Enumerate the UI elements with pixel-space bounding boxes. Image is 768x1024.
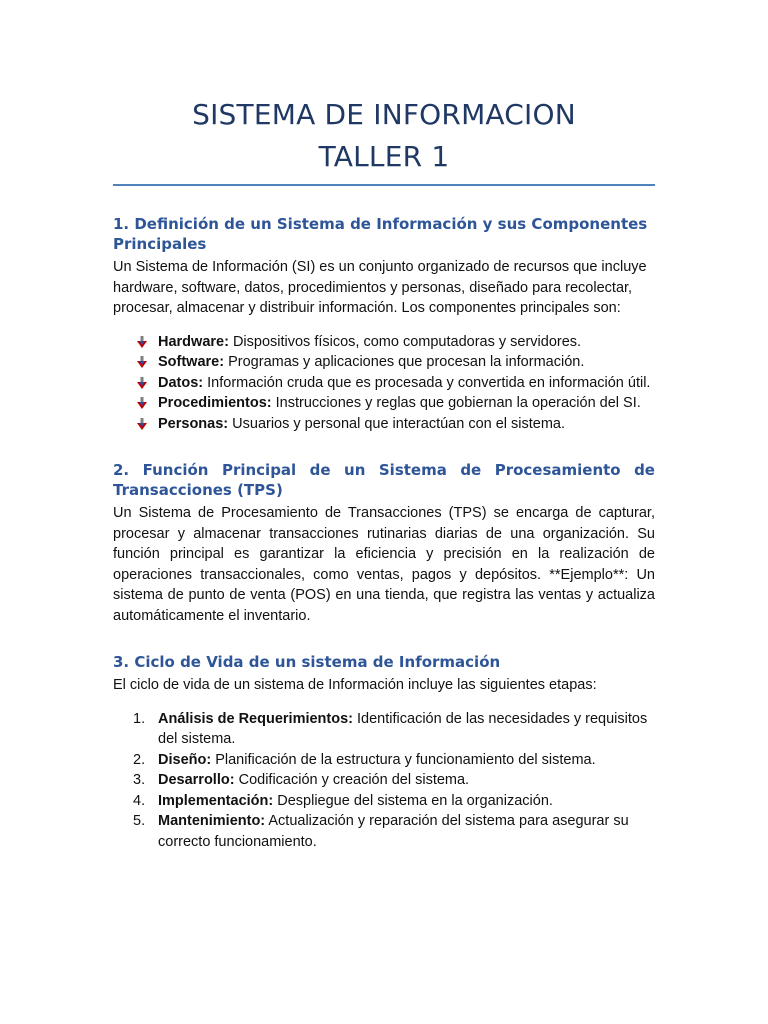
list-item: [113, 750, 655, 771]
section-3-intro: El ciclo de vida de un sistema de Información incluye las siguientes etapas:: [113, 677, 597, 693]
list-item: [113, 414, 655, 435]
item-term: Datos:: [158, 374, 204, 391]
list-item: [113, 352, 655, 373]
list-item: [113, 332, 655, 353]
step-term: Diseño:: [158, 751, 212, 768]
document-title: [113, 94, 655, 178]
arrow-down-icon: [137, 377, 147, 389]
step-number: 5.: [133, 813, 146, 829]
step-term: Análisis de Requerimientos:: [158, 710, 353, 727]
lifecycle-list: [113, 709, 655, 853]
arrow-down-icon: [137, 418, 147, 430]
section-2-heading: 2. Función Principal de un Sistema de Procesamiento de Transacciones (TPS): [113, 461, 655, 499]
step-text: Actualización y reparación del sistema para asegurar su correcto funcionamiento.: [158, 813, 629, 850]
item-text: Instrucciones y reglas que gobiernan la operación del SI.: [271, 395, 641, 411]
section-1-heading: 1. Definición de un Sistema de Información y sus Componentes Principales: [113, 215, 648, 253]
arrow-down-icon: [137, 356, 147, 368]
document-page: [113, 0, 655, 878]
item-text: Programas y aplicaciones que procesan la información.: [224, 354, 585, 370]
section-1-intro: Un Sistema de Información (SI) es un conjunto organizado de recursos que incluye hardware, software, datos, procedimientos y personas, diseñado para recolectar, procesar, almacenar y distribuir información. Los componentes principales son:: [113, 259, 647, 316]
components-list: [113, 332, 655, 435]
item-term: Procedimientos:: [158, 395, 272, 411]
step-term: Mantenimiento:: [158, 813, 266, 829]
list-item: [113, 709, 655, 750]
step-term: Implementación:: [158, 792, 274, 809]
list-item: [113, 373, 655, 394]
item-term: Hardware:: [158, 333, 229, 350]
step-text: Codificación y creación del sistema.: [234, 772, 470, 788]
item-text: Dispositivos físicos, como computadoras y servidores.: [228, 333, 582, 350]
step-text: Despliegue del sistema en la organización.: [273, 792, 553, 809]
item-text: Información cruda que es procesada y convertida en información útil.: [203, 374, 651, 391]
title-line-1: SISTEMA DE INFORMACION: [192, 98, 576, 131]
section-2-body: Un Sistema de Procesamiento de Transacciones (TPS) se encarga de capturar, procesar y almacenar transacciones rutinarias diarias de una organización. Su función principal es garantizar la eficiencia y precisión en la realización de operaciones transaccionales, como ventas, pagos y depósitos. **Ejemplo**: Un sistema de punto de venta (POS) en una tienda, que registra las ventas y actualiza automáticamente el inventario.: [113, 505, 655, 624]
list-item: [113, 770, 655, 791]
step-number: 2.: [133, 751, 146, 768]
list-item: [113, 393, 655, 414]
section-2: [113, 460, 655, 626]
arrow-down-icon: [137, 336, 147, 348]
step-term: Desarrollo:: [158, 772, 235, 788]
step-number: 1.: [133, 710, 146, 727]
section-1: [113, 214, 655, 434]
step-text: Identificación de las necesidades y requisitos del sistema.: [158, 710, 648, 747]
item-term: Personas:: [158, 415, 229, 432]
arrow-down-icon: [137, 397, 147, 409]
section-3-heading: 3. Ciclo de Vida de un sistema de Información: [113, 653, 501, 671]
title-divider: [113, 184, 655, 186]
step-number: 3.: [133, 772, 146, 788]
title-line-2: TALLER 1: [318, 140, 450, 173]
list-item: [113, 811, 655, 852]
step-number: 4.: [133, 792, 146, 809]
section-3: [113, 652, 655, 852]
item-term: Software:: [158, 354, 225, 370]
item-text: Usuarios y personal que interactúan con el sistema.: [228, 415, 566, 432]
step-text: Planificación de la estructura y funcionamiento del sistema.: [211, 751, 596, 768]
list-item: [113, 791, 655, 812]
